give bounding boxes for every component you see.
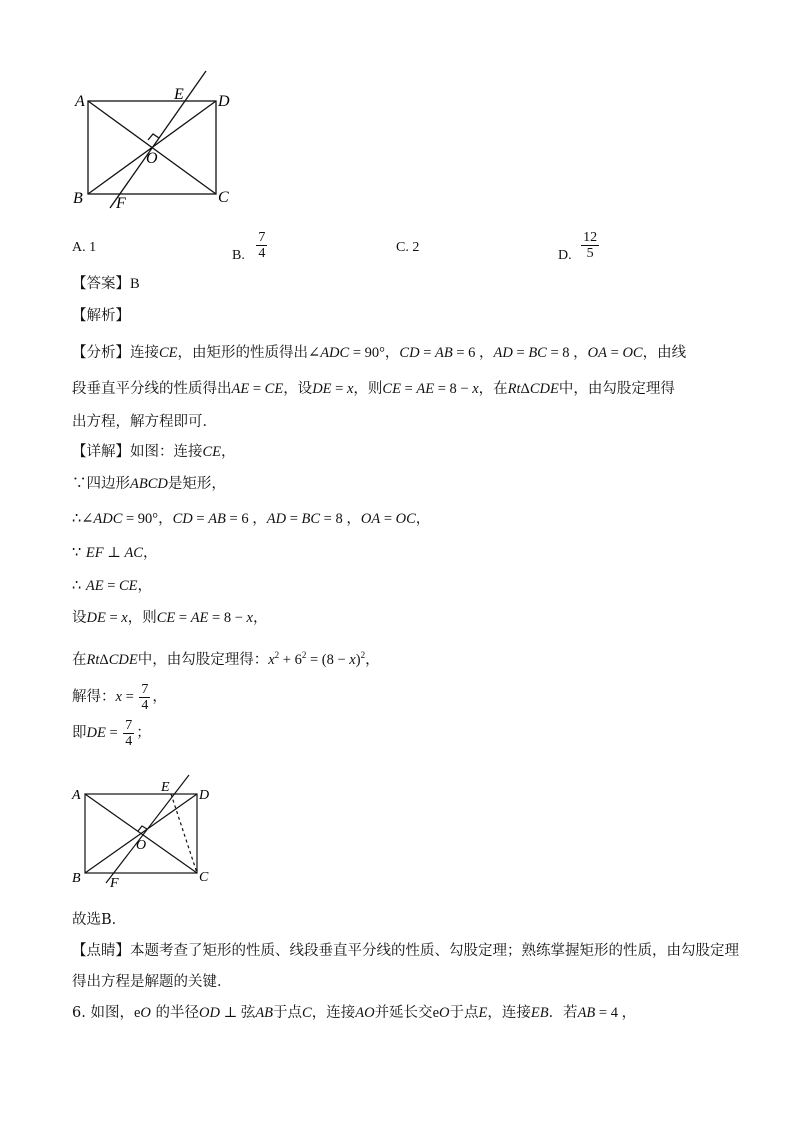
line-ef-2: [106, 775, 189, 883]
option-a: A. 1: [72, 240, 97, 255]
label-f: F: [116, 195, 126, 212]
figure-rectangle-bottom: [68, 772, 218, 894]
detail-line-8: 解得：x = $\frac{7}{4}$ ，: [72, 681, 167, 713]
label-o: O: [146, 150, 158, 167]
option-d: D. $\frac{12}{5}$: [558, 230, 598, 263]
answer-line: 【答案】B: [72, 276, 140, 292]
label-d-2: D: [199, 788, 210, 803]
label-c-2: C: [199, 870, 209, 885]
label-a-2: A: [72, 788, 81, 803]
detail-line-5: ∴ AE = CE，: [72, 578, 153, 594]
detail-line-9: 即DE = $\frac{7}{4}$ ；: [72, 717, 151, 749]
detail-line-7: 在RtΔCDE中，由勾股定理得：$x^2 + 6^2 = (8 - x)^2$，: [72, 650, 380, 668]
fenxi-line-2: 段垂直平分线的性质得出AE = CE，设DE = x，则CE = AE = 8 − x，在RtΔCDE中，由勾股定理得: [72, 381, 675, 397]
label-b-2: B: [72, 871, 81, 886]
dianjing-line-1: 【点睛】本题考查了矩形的性质、线段垂直平分线的性质、勾股定理；熟练掌握矩形的性质，由勾股定理: [72, 943, 739, 959]
label-f-2: F: [110, 876, 119, 891]
option-c: C. 2: [396, 240, 420, 255]
detail-line-6: 设DE = x，则CE = AE = 8 − x，: [72, 610, 268, 626]
right-angle-mark: [148, 134, 159, 140]
label-e: E: [174, 86, 184, 103]
figure-rectangle-top: [70, 68, 245, 218]
label-c: C: [218, 189, 229, 206]
label-e-2: E: [161, 780, 170, 795]
detail-line-1: 【详解】如图：连接CE，: [72, 444, 236, 460]
analysis-tag: 【解析】: [72, 308, 130, 324]
dianjing-line-2: 得出方程是解题的关键．: [72, 974, 232, 990]
label-o-2: O: [136, 838, 147, 853]
label-b: B: [73, 190, 83, 207]
dashed-ce: [171, 794, 197, 873]
detail-line-4: ∵ EF ⊥ AC，: [72, 545, 158, 561]
fenxi-line-1: 【分析】连接CE，由矩形的性质得出∠ADC = 90°，CD = AB = 6 ，AD = BC = 8 ，OA = OC，由线: [72, 345, 687, 361]
label-d: D: [218, 93, 230, 110]
fenxi-line-3: 出方程，解方程即可．: [72, 414, 217, 430]
detail-line-3: ∴∠ADC = 90°，CD = AB = 6 ，AD = BC = 8 ，OA = OC，: [72, 511, 431, 527]
question-6: 6. 如图，eO 的半径OD ⊥ 弦AB于点C，连接AO并延长交eO于点E，连接EB．若AB = 4 ，: [72, 1005, 637, 1021]
option-b: B. $\frac{7}{4}$: [232, 230, 266, 263]
choose-line: 故选B．: [72, 912, 127, 928]
detail-line-2: ∵四边形ABCD是矩形，: [72, 476, 226, 492]
line-ef: [110, 71, 206, 208]
label-a: A: [75, 93, 85, 110]
